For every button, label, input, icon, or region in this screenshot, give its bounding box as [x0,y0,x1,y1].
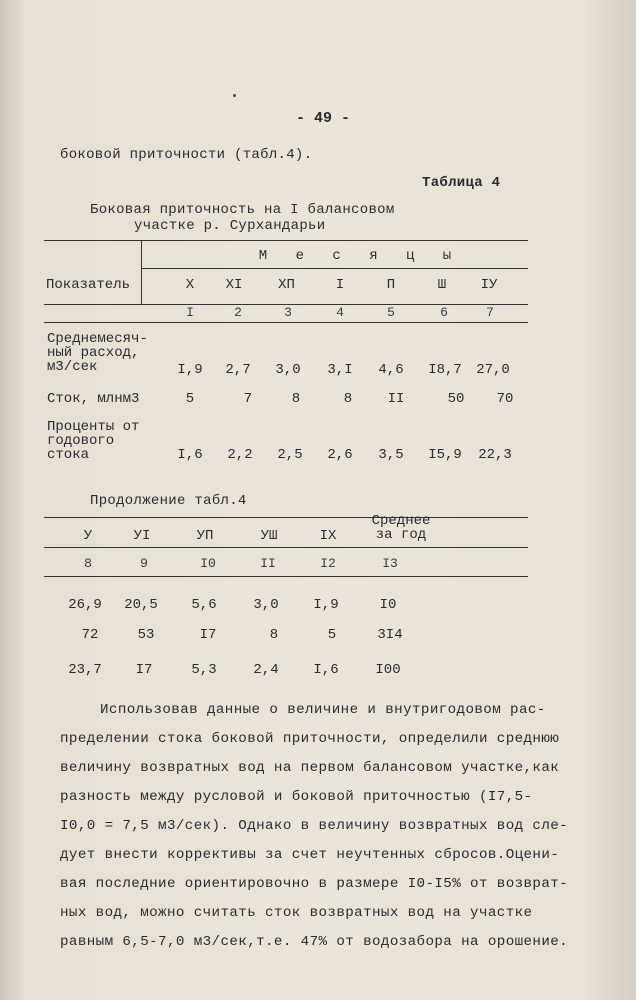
col-num: 5 [387,305,395,320]
table1-top-rule [44,240,528,241]
cell-value: 2,7 [225,362,251,378]
month-ii: П [386,277,396,293]
intro-line: боковой приточности (табл.4). [60,147,313,163]
cell-value: 70 [496,391,514,407]
cell-value: 4,6 [378,362,404,378]
cell-value: 5,3 [191,662,217,678]
indicator-header: Показатель [46,277,131,293]
months-header-rule [141,268,528,269]
col-num: 4 [336,305,344,320]
month-iii: Ш [437,277,447,293]
cell-value: 3,0 [275,362,301,378]
col-num: II [260,556,276,571]
month-vii: УП [196,528,214,544]
cell-value: II [387,391,405,407]
continuation-label: Продолжение табл.4 [90,493,247,509]
col-num: 3 [284,305,292,320]
cell-value: 2,2 [227,447,253,463]
paragraph-line: дует внести коррективы за счет неучтенных сбросов.Оцени- [60,847,560,863]
table2-top-rule [44,517,528,518]
paragraph-line: ных вод, можно считать сток возвратных вод на участке [60,905,533,921]
paragraph-line: I0,0 = 7,5 м3/сек). Однако в величину возвратных вод сле- [60,818,569,834]
table1-col-divider [141,240,142,304]
cell-value: 3,I [327,362,353,378]
cell-value: 2,5 [277,447,303,463]
cell-value: I,6 [313,662,339,678]
cell-value: 53 [137,627,155,643]
cell-value: 2,4 [253,662,279,678]
cell-value: I7 [135,662,153,678]
cell-value: I8,7 [428,362,462,378]
month-ix: IX [319,528,337,544]
cell-value: 8 [343,391,353,407]
cell-value: 8 [269,627,279,643]
col-num: 7 [486,305,494,320]
col-num-rule [44,322,528,323]
cell-value: 50 [447,391,465,407]
cell-value: 3,0 [253,597,279,613]
cell-value: 3,5 [378,447,404,463]
col-num: 2 [234,305,242,320]
cell-value: 23,7 [68,662,102,678]
month-iv: IУ [480,277,498,293]
cell-value: 2,6 [327,447,353,463]
paragraph-line: равным 6,5-7,0 м3/сек,т.е. 47% от водозабора на орошение. [60,934,569,950]
month-v: У [83,528,93,544]
col-num: I3 [382,556,398,571]
cell-value: 5 [327,627,337,643]
cell-value: I,9 [313,597,339,613]
month-xii: XП [278,277,295,293]
annual-mean-header: Среднее за год [371,513,431,543]
cell-value: 72 [81,627,99,643]
col-num: 8 [84,556,92,571]
cell-value: 7 [243,391,253,407]
col-num: I2 [320,556,336,571]
row-label-percent: Проценты от годового стока [47,419,140,463]
ink-speck [233,94,236,97]
cell-value: 26,9 [68,597,102,613]
cell-value: I0 [379,597,397,613]
month-viii: УШ [260,528,278,544]
paragraph-line: величину возвратных вод на первом балансовом участке,как [60,760,560,776]
row-label-runoff: Сток, млнм3 [47,391,140,407]
col-num: 9 [140,556,148,571]
table2-header-rule [44,547,528,548]
table-title-line1: Боковая приточность на I балансовом [90,202,395,218]
cell-value: I5,9 [428,447,462,463]
cell-value: 5,6 [191,597,217,613]
cell-value: 22,3 [478,447,512,463]
cell-value: 27,0 [476,362,510,378]
cell-value: 20,5 [124,597,158,613]
cell-value: I7 [199,627,217,643]
month-vi: УI [133,528,151,544]
col-num: I0 [200,556,216,571]
paragraph-line: Использовав данные о величине и внутригодовом рас- [100,702,546,718]
cell-value: 5 [185,391,195,407]
table2-colnum-rule [44,576,528,577]
paragraph-line: вая последние ориентировочно в размере I0-I5% от возврат- [60,876,569,892]
month-xi: XI [225,277,243,293]
page-number: - 49 - [296,110,351,127]
months-header: М е с я ц ы [258,248,462,264]
col-num: I [186,305,194,320]
cell-value: I,9 [177,362,203,378]
row-label-discharge: Среднемесяч- ный расход, м3/сек [47,331,148,375]
month-i: I [335,277,345,293]
cell-value: 8 [291,391,301,407]
cell-value: 3I4 [377,627,403,643]
table-title-line2: участке р. Сурхандарьи [134,218,326,234]
paragraph-line: разность между русловой и боковой приточностью (I7,5- [60,789,533,805]
col-num: 6 [440,305,448,320]
month-x: X [185,277,195,293]
table-label: Таблица 4 [422,175,501,191]
paragraph-line: пределении стока боковой приточности, определили среднюю [60,731,560,747]
cell-value: I,6 [177,447,203,463]
cell-value: I00 [375,662,401,678]
